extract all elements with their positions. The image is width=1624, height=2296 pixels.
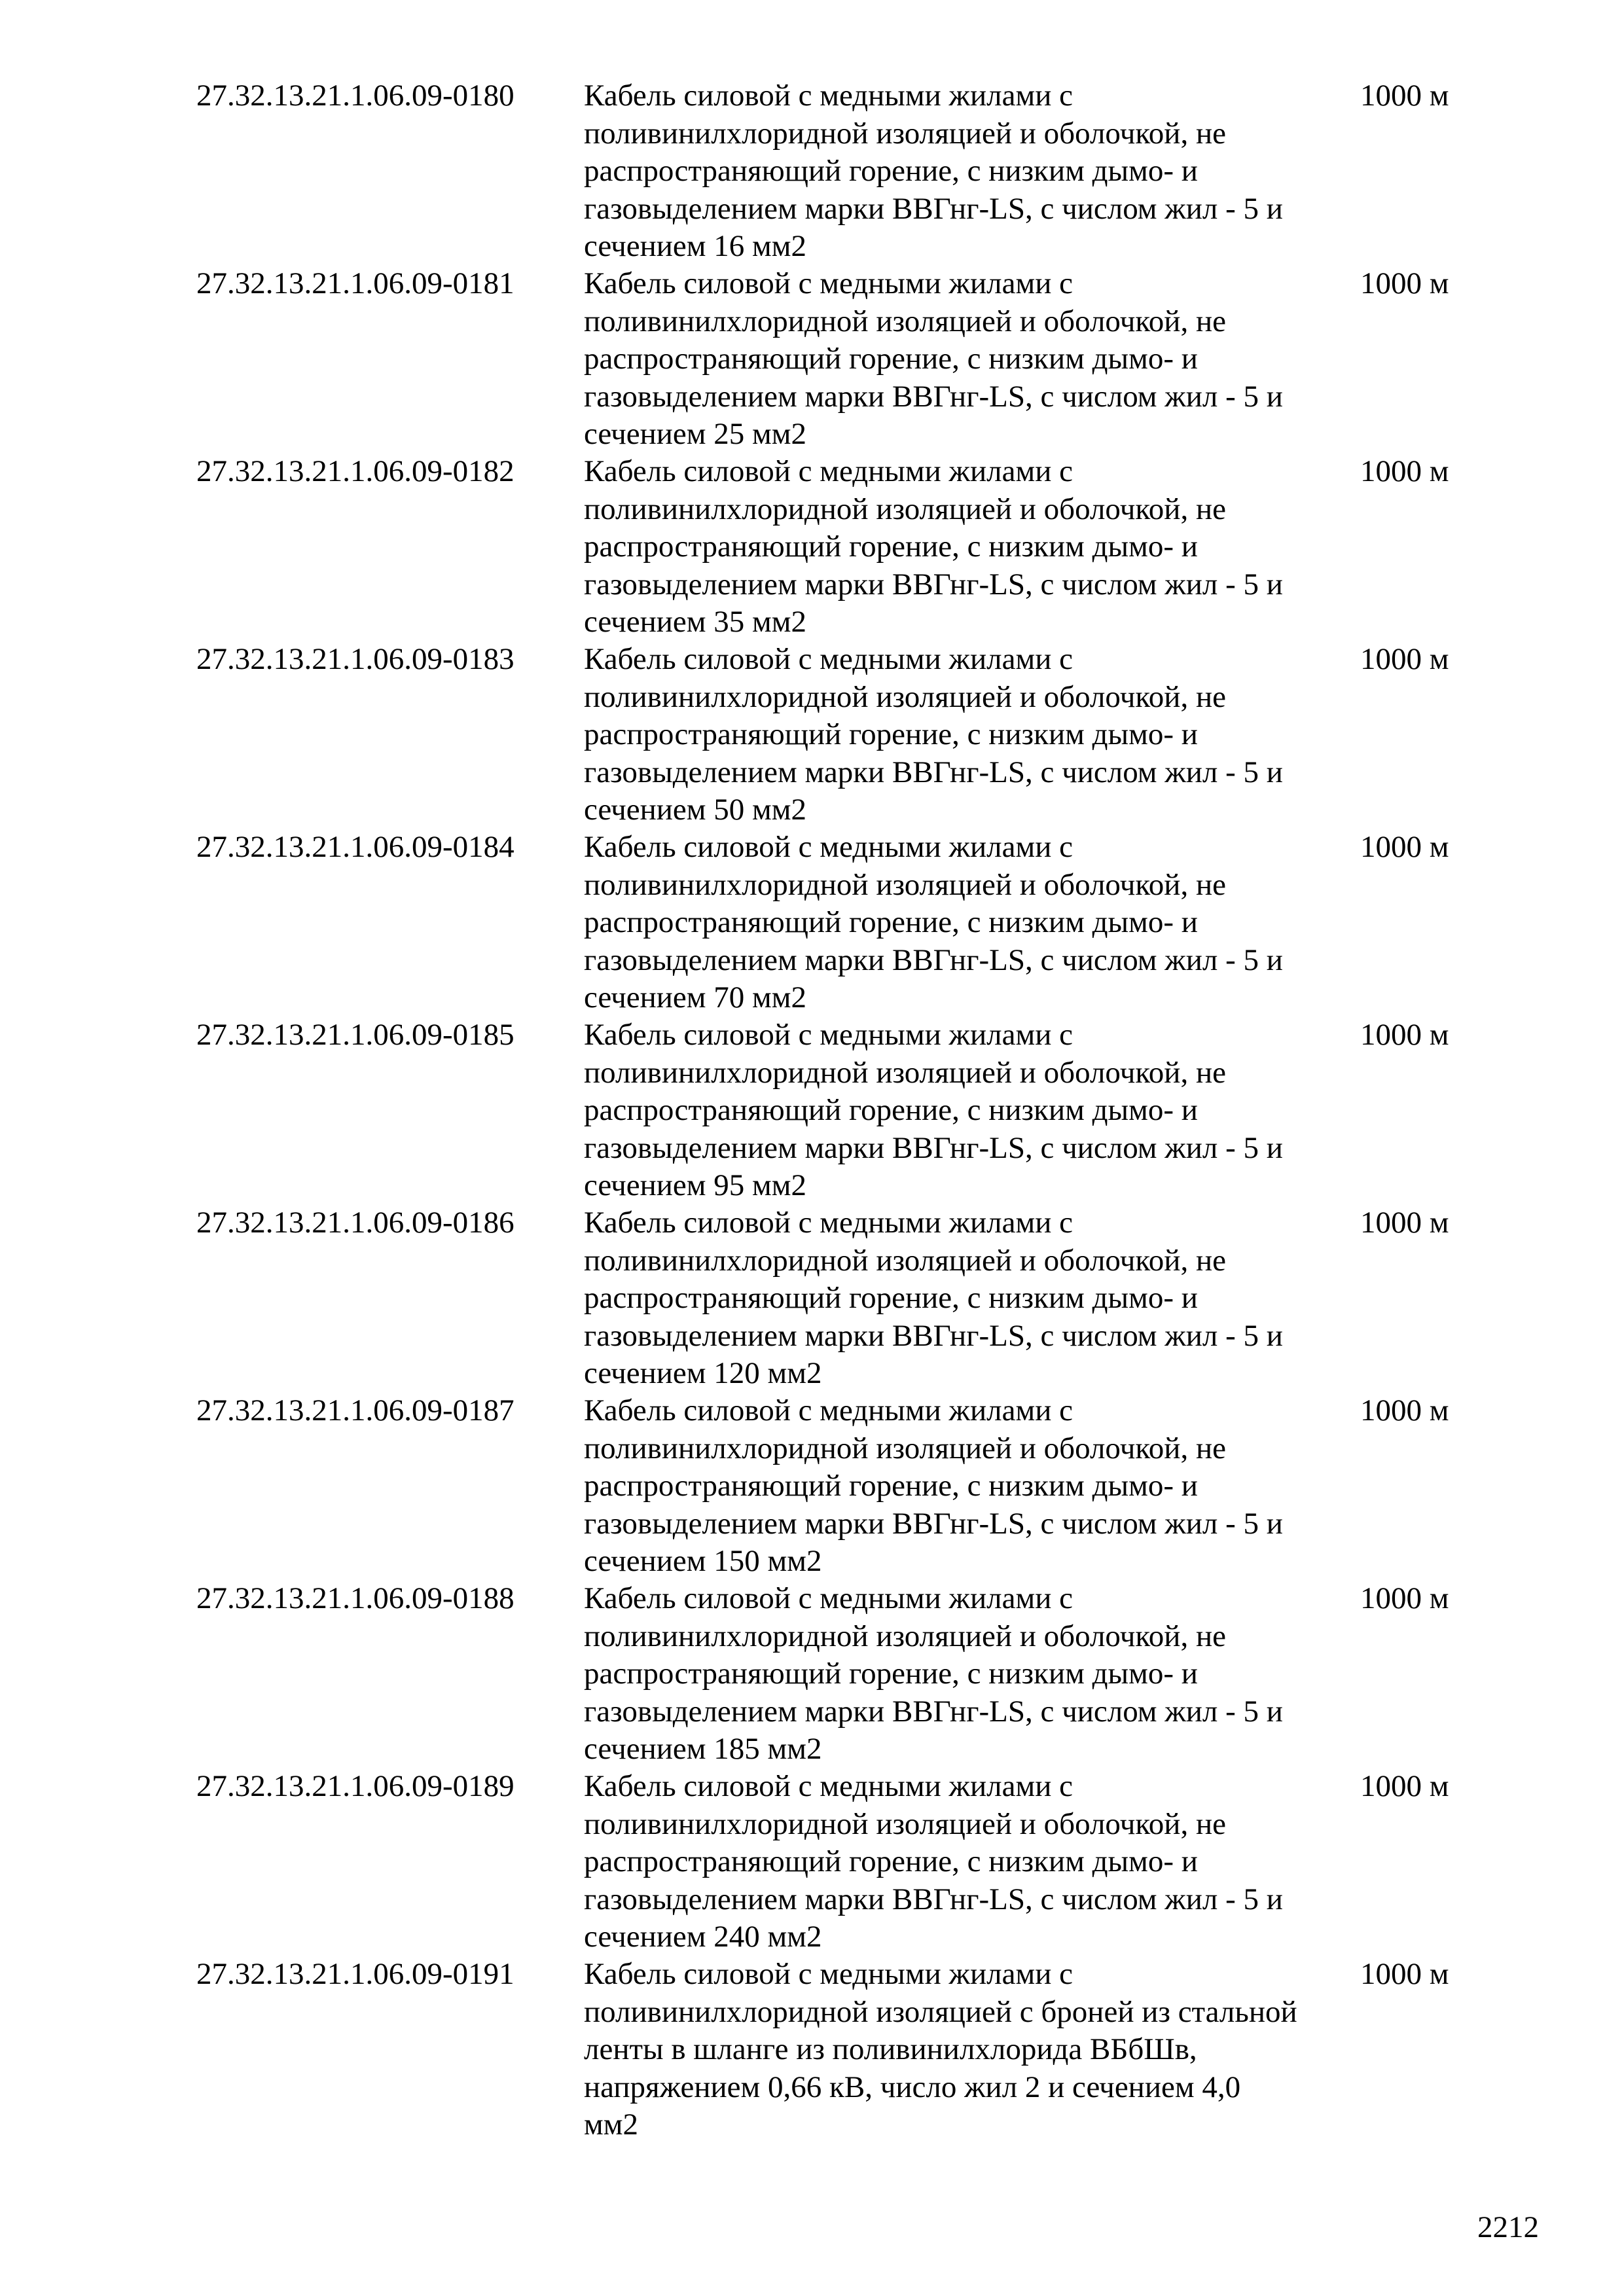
table-row <box>196 77 1479 265</box>
table-row <box>196 1392 1479 1580</box>
resource-code: 27.32.13.21.1.06.09-0189 <box>196 1769 514 1803</box>
resource-code: 27.32.13.21.1.06.09-0186 <box>196 1206 514 1240</box>
resource-code: 27.32.13.21.1.06.09-0191 <box>196 1957 514 1991</box>
table-row <box>196 453 1479 641</box>
table-row <box>196 1580 1479 1768</box>
measurement-unit: 1000 м <box>1360 642 1449 676</box>
measurement-unit: 1000 м <box>1360 1769 1449 1803</box>
measurement-unit: 1000 м <box>1360 830 1449 864</box>
resource-description: Кабель силовой с медными жилами с поливинилхлоридной изоляцией и оболочкой, не распространяющий горение, с низким дымо- и газовыделением марки ВВГнг-LS, с числом жил - 5 и сечением 16 мм2 <box>584 79 1283 263</box>
resource-code: 27.32.13.21.1.06.09-0185 <box>196 1018 514 1052</box>
measurement-unit: 1000 м <box>1360 1957 1449 1991</box>
resource-description: Кабель силовой с медными жилами с поливинилхлоридной изоляцией и оболочкой, не распространяющий горение, с низким дымо- и газовыделением марки ВВГнг-LS, с числом жил - 5 и сечением 70 мм2 <box>584 830 1283 1014</box>
table-row <box>196 1016 1479 1204</box>
resource-description: Кабель силовой с медными жилами с поливинилхлоридной изоляцией с броней из стальной ленты в шланге из поливинилхлорида ВБбШв, напряжением 0,66 кВ, число жил 2 и сечением 4,0 мм2 <box>584 1957 1297 2142</box>
resource-description: Кабель силовой с медными жилами с поливинилхлоридной изоляцией и оболочкой, не распространяющий горение, с низким дымо- и газовыделением марки ВВГнг-LS, с числом жил - 5 и сечением 185 мм2 <box>584 1581 1283 1766</box>
resource-code: 27.32.13.21.1.06.09-0188 <box>196 1581 514 1615</box>
resource-description: Кабель силовой с медными жилами с поливинилхлоридной изоляцией и оболочкой, не распространяющий горение, с низким дымо- и газовыделением марки ВВГнг-LS, с числом жил - 5 и сечением 25 мм2 <box>584 266 1283 451</box>
resource-description: Кабель силовой с медными жилами с поливинилхлоридной изоляцией и оболочкой, не распространяющий горение, с низким дымо- и газовыделением марки ВВГнг-LS, с числом жил - 5 и сечением 95 мм2 <box>584 1018 1283 1202</box>
resource-code: 27.32.13.21.1.06.09-0180 <box>196 79 514 113</box>
table-row <box>196 1768 1479 1956</box>
resource-description: Кабель силовой с медными жилами с поливинилхлоридной изоляцией и оболочкой, не распространяющий горение, с низким дымо- и газовыделением марки ВВГнг-LS, с числом жил - 5 и сечением 120 мм2 <box>584 1206 1283 1390</box>
resource-code: 27.32.13.21.1.06.09-0184 <box>196 830 514 864</box>
resource-code: 27.32.13.21.1.06.09-0182 <box>196 454 514 488</box>
table-row <box>196 829 1479 1016</box>
table-row <box>196 1956 1479 2152</box>
resource-description: Кабель силовой с медными жилами с поливинилхлоридной изоляцией и оболочкой, не распространяющий горение, с низким дымо- и газовыделением марки ВВГнг-LS, с числом жил - 5 и сечением 50 мм2 <box>584 642 1283 827</box>
measurement-unit: 1000 м <box>1360 1206 1449 1240</box>
measurement-unit: 1000 м <box>1360 79 1449 113</box>
resource-description: Кабель силовой с медными жилами с поливинилхлоридной изоляцией и оболочкой, не распространяющий горение, с низким дымо- и газовыделением марки ВВГнг-LS, с числом жил - 5 и сечением 150 мм2 <box>584 1393 1283 1578</box>
resource-description: Кабель силовой с медными жилами с поливинилхлоридной изоляцией и оболочкой, не распространяющий горение, с низким дымо- и газовыделением марки ВВГнг-LS, с числом жил - 5 и сечением 240 мм2 <box>584 1769 1283 1954</box>
resource-code: 27.32.13.21.1.06.09-0183 <box>196 642 514 676</box>
measurement-unit: 1000 м <box>1360 266 1449 300</box>
page-number: 2212 <box>1477 2210 1539 2244</box>
table-row <box>196 265 1479 453</box>
measurement-unit: 1000 м <box>1360 1581 1449 1615</box>
table-row <box>196 1204 1479 1392</box>
table-row <box>196 641 1479 829</box>
resource-code: 27.32.13.21.1.06.09-0187 <box>196 1393 514 1427</box>
resource-table <box>196 77 1479 2152</box>
measurement-unit: 1000 м <box>1360 1393 1449 1427</box>
resource-description: Кабель силовой с медными жилами с поливинилхлоридной изоляцией и оболочкой, не распространяющий горение, с низким дымо- и газовыделением марки ВВГнг-LS, с числом жил - 5 и сечением 35 мм2 <box>584 454 1283 639</box>
resource-code: 27.32.13.21.1.06.09-0181 <box>196 266 514 300</box>
measurement-unit: 1000 м <box>1360 1018 1449 1052</box>
measurement-unit: 1000 м <box>1360 454 1449 488</box>
